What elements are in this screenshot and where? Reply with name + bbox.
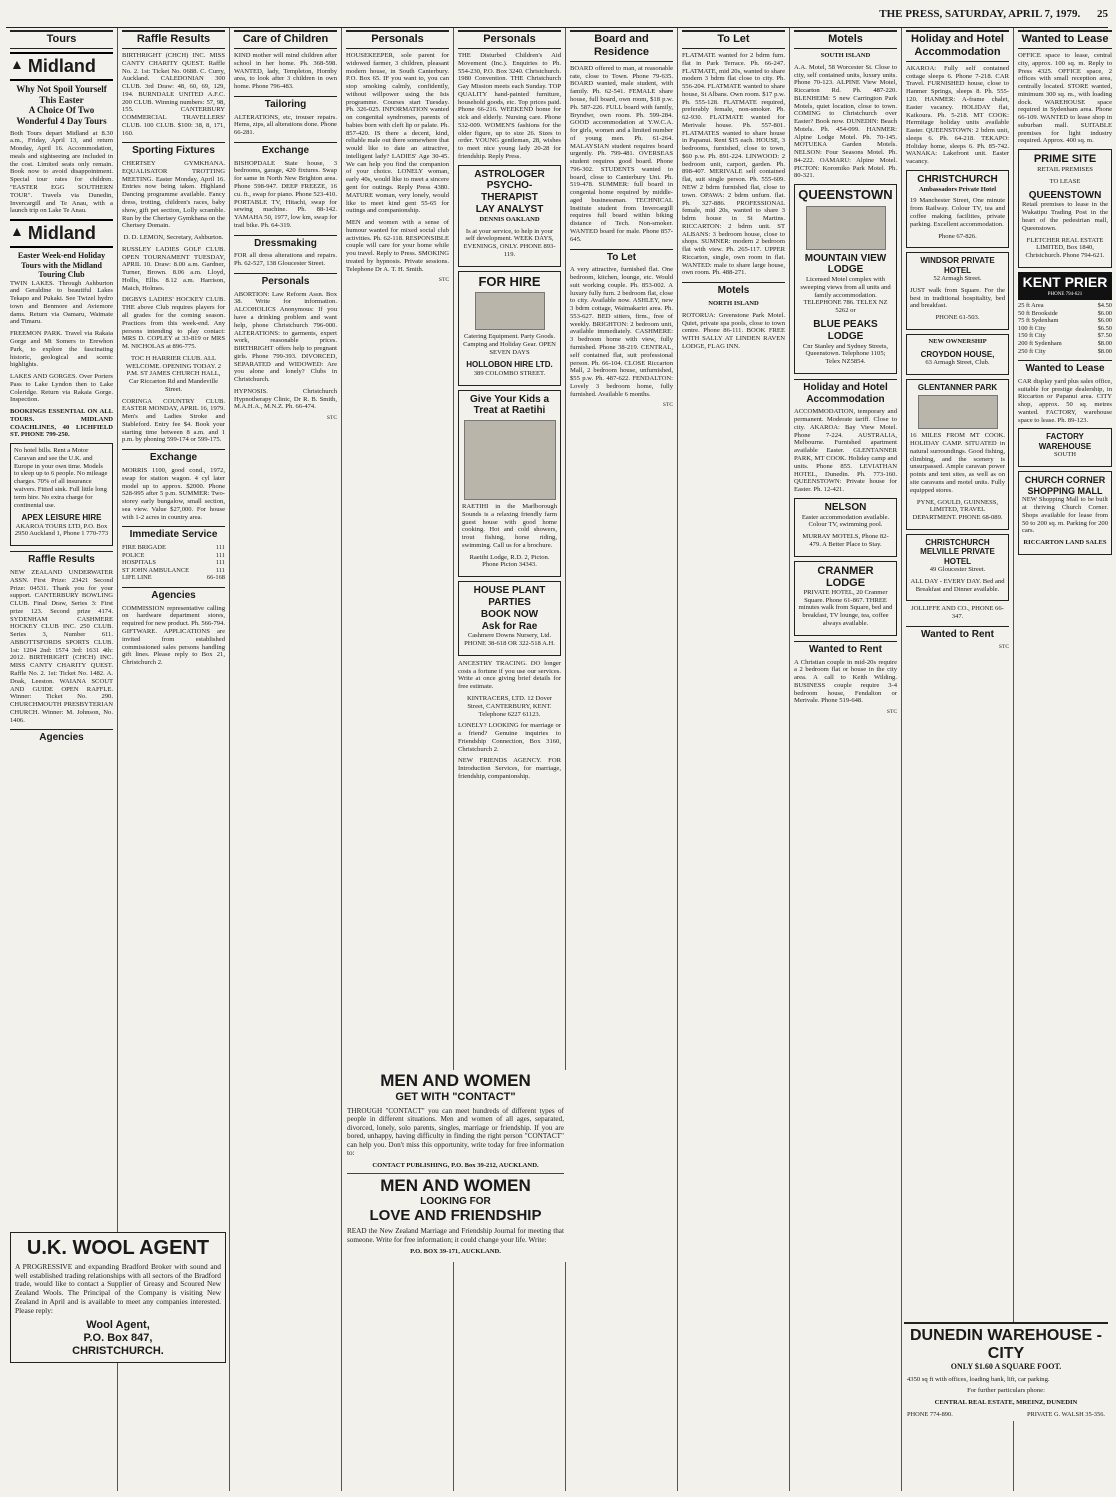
personals-list: THE Disturbed Children's Aid Movement (Inc.). Enquiries to Ph. 554-230, P.O. Box 3240. Christchurch. 1980 Convention. THE Christchurch Gay Mission meets each Sunday. TOP QUALITY hand-painted furniture, household goods, etc. Top prices paid. Phone 66-216. WEEKEND home for sick and elderly. Nursing care. Phone 532-009. WOMEN'S fashions for the older figure, up to size 26. Sizes to order. YOUNG gentleman, 28, wishes to meet nice young lady 20-28 for friendship. Reply Press. xyxy=(458,51,561,160)
table-row: HOSPITALS 111 xyxy=(122,559,225,567)
tour-freemon-park: FREEMON PARK. Travel via Rakaia Gorge and Mt Somers to Erewhon Park, to explore the fascinating historic, geological and scenic highlights. xyxy=(10,330,113,369)
table-row: FIRE BRIGADE 111 xyxy=(122,544,225,552)
table-row: POLICE 111 xyxy=(122,551,225,559)
ambassadors-name: Ambassadors Private Hotel xyxy=(918,185,997,193)
factory-ad xyxy=(1018,428,1112,467)
holiday-list: AKAROA: Fully self contained cottage sleeps 6. Phone 7-218. CAR Travel. FURNISHED house, close to Hanmer Springs, sleeps 8. Ph. 555-120. HANMER: A-frame chalet, Easter vacancy. HOLIDAY flat, Kaikoura. Ph. 5-218. MT COOK: Hermitage holiday units available Easter. QUEENSTOWN: 2 bdrm unit, sleeps 6. Ph. 64-218. TEKAPO: Holiday home, sleeps 6. Ph. 85-742. WANAKA: Lakefront unit. Easter vacancy. xyxy=(906,64,1009,166)
melville-body: ALL DAY - EVERY DAY. Bed and Breakfast and Dinner available. xyxy=(910,577,1005,593)
immediate-service-table xyxy=(122,544,225,582)
raffle-list: BIRTHRIGHT (CHCH) INC. MISS CANTY CHARITY QUEST. Raffle No. 2. 1st: Ticket No. 0688. C. Curry, Auckland. CALEDONIAN 300 CLUB. 3rd Draw: 48, 60, 69, 129, 194. BURNDALE UNITED A.F.C. 200 CLUB. Winning numbers: 57, 98, 155. CANTERBURY COMMERCIAL TRAVELLERS' CLUB. 100 CLUB. $100: 38, 8, 171, 160. xyxy=(122,51,225,137)
agencies-list: COMMISSION representative calling on hardware department stores, required for new product. Ph. 566-794. GIFTWARE. APPLICATIONS are invited from established commissioned sales persons handling gift lines. Please reply to Box 21, Christchurch 2. xyxy=(122,604,225,667)
motels-sub: SOUTH ISLAND xyxy=(820,51,871,59)
table-row: 75 ft Sydenham $6.00 xyxy=(1018,317,1112,325)
raetihi-contact: Raetihi Lodge, R.D. 2, Picton. Phone Picton 34343. xyxy=(469,553,550,569)
windsor-address: 52 Armagh Street. xyxy=(933,275,982,283)
church-title-1: CHURCH CORNER xyxy=(1024,475,1106,486)
kent-prier-logo: KENT PRIER xyxy=(1018,272,1112,293)
ad-ref: STC xyxy=(326,415,337,422)
cranmer-title: CRANMER LODGE xyxy=(817,564,874,589)
prime-site-ad xyxy=(1018,149,1112,268)
nelson-body: Easter accommodation available. Colour TV, swimming pool. xyxy=(801,513,890,529)
masthead-paper: THE PRESS, SATURDAY, APRIL 7, 1979. xyxy=(879,8,1081,20)
tour-ad-body: Both Tours depart Midland at 8.30 a.m., Friday, April 13, and return Monday, April 16. Accommodation, meals and sightseeing are included in the cost. Limited seats only remain. Book now to avoid disappointment. Special tour rates for children. "EASTER EGG SOUTHERN TOUR". Travels via Dunedin, Invercargill and Te Anau, with a launch trip on Lake Te Anau. xyxy=(10,129,113,215)
windsor-body: JUST walk from Square. For the best in traditional hospitality, bed and breakfast. xyxy=(910,286,1005,310)
column-care-of-children xyxy=(230,28,342,1491)
croydon-address: 63 Armagh Street, Club. xyxy=(925,359,990,367)
dunedin-title-2: CITY xyxy=(987,1344,1025,1362)
love-contact: P.O. BOX 39-171, AUCKLAND. xyxy=(410,1248,501,1256)
section-header-personals: Personals xyxy=(234,273,337,288)
ambassadors-body: 19 Manchester Street, One minute from Railway. Colour TV, tea and coffee making facilities, private parking. Excellent accommodation. xyxy=(910,197,1005,228)
fletcher-contact: FLETCHER REAL ESTATE LIMITED, Box 1840, Christchurch. Phone 794-621. xyxy=(1025,236,1105,260)
column-motels xyxy=(790,28,902,1491)
glentanner-contact: PYNE, GOULD, GUINNESS, LIMITED, TRAVEL DEPARTMENT. PHONE 68-089. xyxy=(912,498,1003,522)
board-list: BOARD offered to man, at reasonable rate, close to Town. Phone 79-635. BOARD wanted, male student, with family. Ph. 62-541. FEMALE share house, full board, own room, $18 p.w. Ph. 587-226. FULL board with family, Bryndwr, own room. Ph. 599-284. GOOD accommodation at Y.W.C.A. for girls, women and a limited number of young men. Ph. 61-264. MALAYSIAN student requires board urgently. Ph. 799-481. OVERSEAS student requires good board. Phone 796-302. STUDENTS wanted to board, close to Canterbury Uni. Ph. 519-478. SUMMER: full board in congenial home required by middle-aged businessman. TECHNICAL Institute student from Invercargill requires full board within biking distance of Tech. Non-smoker. WANTED board for male. Phone 857-645. xyxy=(570,64,673,243)
dunedin-title-1: DUNEDIN WAREHOUSE - xyxy=(909,1327,1102,1344)
tailoring-list: ALTERATIONS, etc, trouser repairs. Hems, zips, all alterations done. Phone 66-281. xyxy=(234,113,337,137)
midland-logo xyxy=(10,52,113,81)
contact-men-women-ad xyxy=(343,1070,568,1262)
tour-lakes-gorges: LAKES AND GORGES. Over Porters Pass to Lake Lyndon then to Lake Coleridge. Return via Rakaia Gorge. Inspection. xyxy=(10,373,113,404)
section-header-wanted-rent: Wanted to Rent xyxy=(906,626,1009,641)
glentanner-title-1: GLENTANNER PARK xyxy=(917,382,998,392)
love-subtitle-2: LOVE AND FRIENDSHIP xyxy=(369,1206,542,1224)
table-row: ST JOHN AMBULANCE 111 xyxy=(122,566,225,574)
ad-ref: STC xyxy=(662,402,673,409)
queenstown-title: QUEENSTOWN xyxy=(798,187,893,203)
astrologer-title-1: ASTROLOGER xyxy=(474,168,545,180)
motels-north-sub: NORTH ISLAND xyxy=(708,299,759,307)
section-header-sporting: Sporting Fixtures xyxy=(122,142,225,157)
wool-agent-contact-3: CHRISTCHURCH. xyxy=(72,1345,164,1358)
table-row: LIFE LINE 66-168 xyxy=(122,574,225,582)
blue-peaks-body: Cnr Stanley and Sydney Streets, Queenstown. Telephone 1105; Telex NZ5854. xyxy=(802,342,889,366)
midland-wordmark: Midland xyxy=(27,55,96,76)
sporting-contact: D. D. LEMON, Secretary, Ashburton. xyxy=(123,234,224,242)
exchange-list: MORRIS 1100, good cond., 1972, swap for station wagon. 4 cyl later model up to approx. $2000. Phone 528-995 after 5 p.m. SUMMER: Two-storey early bungalow, small section, sea view. Value $27,000. For house with 1-2 acres in country area. xyxy=(122,467,225,521)
nelson-title: NELSON xyxy=(824,501,867,513)
plants-body: Cashmere Downs Nursery, Ltd. PHONE 38-618 OR 322-518 A.H. xyxy=(464,632,555,648)
wool-agent-title: U.K. WOOL AGENT xyxy=(26,1237,210,1259)
section-header-agencies: Agencies xyxy=(10,729,113,744)
table-row: 150 ft City $7.50 xyxy=(1018,332,1112,340)
wanted-lease-list-2: CAR display yard plus sales office, suitable for prestige dealership, in Riccarton or Papanui area. CITY shop, approx. 50 sq. metres wanted. FACTORY, warehouse space to lease. Ph. 89-123. xyxy=(1018,377,1112,424)
jolliffe-ad: JOLLIFFE AND CO., PHONE 66-347. xyxy=(911,605,1004,621)
raetihi-title: Give Your Kids a Treat at Raetihi xyxy=(469,393,550,417)
sporting-chertsey: CHERTSEY GYMKHANA. EQUALISATOR TROTTING MEETING. Easter Monday, April 16. Entries now being taken. Highland Dancing programme available. Fancy dress, trotting, children's races, baby show, gift pet section, Lolly scramble. Run by the Chertsey Gymkhana on the Chertsey Domain. xyxy=(122,160,225,230)
dunedin-phone-1: PHONE 774-890. xyxy=(907,1410,953,1418)
ad-ref: STC xyxy=(998,643,1009,650)
windsor-phone: PHONE 61-503. xyxy=(935,314,980,322)
divider xyxy=(347,1173,564,1174)
exchange-list: BISHOPDALE State house, 3 bedrooms, garage, 420 fixtures. Swap for same in North New Brighton area. Phone 598-947. DEEP FREEZE, 16 cu. ft., swap for piano. Phone 523-410. PORTABLE TV, Hitachi, swap for sewing machine. Ph. 88-142. YAMAHA 50, 1977, low km, swap for trail bike. Ph. 64-319. xyxy=(234,159,337,229)
section-header-to-let: To Let xyxy=(570,249,673,264)
harrier-club: TOC H HARRIER CLUB. ALL WELCOME. OPENING TODAY. 2 P.M. ST JAMES CHURCH HALL, Car Riccarton Rd and Mandeville Street. xyxy=(125,354,222,393)
wool-agent-contact-2: P.O. Box 847, xyxy=(83,1332,153,1345)
astrologer-body: Is at your service, to help in your self development. WEEK DAYS, EVENINGS, ONLY. PHONE 893-119. xyxy=(463,227,556,258)
personals-list-2: MEN and women with a sense of humour wanted for mixed social club activities. Ph. 62-118. RESPONSIBLE couple will care for your home while you travel. Reply to Press. SMOKING treated by hypnosis. Private sessions. Telephone Dr A. T. H. Smith. xyxy=(346,219,449,273)
golf-tournament: RUSSLEY LADIES GOLF CLUB. OPEN TOURNAMENT TUESDAY, APRIL 10. Draw: 8.00 a.m. Gardner, Turner, Brown. 8.06 a.m. Lloyd, Hollis, Ellis. 8.12 a.m. Harrison, Maich, Holmes. xyxy=(122,245,225,292)
glentanner-ad xyxy=(906,379,1009,530)
raetihi-ad xyxy=(458,390,561,578)
dunedin-warehouse-ad xyxy=(904,1322,1108,1421)
love-subtitle-1: LOOKING FOR xyxy=(420,1196,491,1208)
section-header-tours: Tours xyxy=(10,30,113,49)
mountain-view-1: MOUNTAIN VIEW xyxy=(804,252,887,264)
mountain-body: Licensed Motel complex with sweeping views from all units and family accommodation. TELEPHONE 786. TELEX NZ 5262 or xyxy=(800,276,891,315)
section-header-to-let: To Let xyxy=(682,30,785,49)
wool-agent-contact-1: Wool Agent, xyxy=(86,1319,150,1332)
section-header-wanted-lease-2: Wanted to Lease xyxy=(1018,360,1112,375)
christchurch-title: CHRISTCHURCH xyxy=(917,173,998,185)
raetihi-body: RAETIHI in the Marlborough Sounds is a relaxing friendly farm guest house with good home cooking. Hot and cold showers, trout fishing, horse riding, swimming. Call us for a brochure. xyxy=(462,503,557,549)
table-row: 50 ft Brookside $6.00 xyxy=(1018,309,1112,317)
for-hire-title: FOR HIRE xyxy=(478,273,541,289)
motels-list: A.A. Motel, 58 Worcester St. Close to city, self contained units, luxury units. Phone 70-123. ALPINE View Motel, Riccarton Rd. Ph. 487-220. BLENHEIM: 5 new Carrington Park Motels, quiet location, close to town. COMING to Christchurch over Easter? Book now. DUNEDIN: Beach Motels. Ph. 454-099. HANMER: Alpine Lodge Motel. Ph. 70-145. MOTUEKA Garden Motels. NELSON: Four Seasons Motel. Ph. 84-222. OAMARU: Alpine Motel. PICTON: Koromiko Park Motel. Ph. 80-321. xyxy=(794,63,897,180)
column-to-let xyxy=(678,28,790,1491)
wool-agent-ad xyxy=(10,1232,226,1363)
section-header-agencies-2: Agencies xyxy=(122,587,225,602)
wanted-rent-list: A Christian couple in mid-20s require a 2 bedroom flat or house in the city area. A call to Keith Wilding. BUSINESS couple require 3-4 bedroom house, Fendalton or Merivale. Phone 519-648. xyxy=(794,658,897,705)
section-header-tailoring: Tailoring xyxy=(234,96,337,111)
mountain-lodge-image xyxy=(806,206,886,250)
section-header-care-of-children: Care of Children xyxy=(234,30,337,49)
wool-agent-body: A PROGRESSIVE and expanding Bradford Broker with sound and well established trading relationships with all sectors of the Bradford trade, would like to contact a Supplier of Greasy and Scoured New Zealand Wools. The Principal of the Company is visiting New Zealand in April and is available to meet any companies interested. Please reply: xyxy=(15,1262,221,1315)
riccarton-land-sales: RICCARTON LAND SALES xyxy=(1023,539,1107,547)
astrologer-title-4: LAY ANALYST xyxy=(475,204,544,216)
tour-twin-lakes: TWIN LAKES. Through Ashburton and Geraldine to beautiful Lakes Tekapo and Pukaki. See Twizel hydro town and Benmore and Aviemore dams. Return via Oamaru, Waimate and Timaru. xyxy=(10,279,113,326)
section-header-wanted-rent: Wanted to Rent xyxy=(794,641,897,656)
midland-emblem-icon: ▲ xyxy=(10,58,24,74)
to-let-list: A very attractive, furnished flat. One bedroom, kitchen, lounge, etc. Would suit working couple. Ph. 853-002. A luxury fully furn. 2 bedroom flat, close to city. Available now. ASHLEY, new 3 bdrm cottage, Waimakariri area. Ph. 553-627. BED sitters, firm., free of weekly. BRIGHTON: 2 bedroom unit, available immediately. CASHMERE: 3 bedroom home with view, fully furnished. Phone 38-219. CENTRAL, self contained flat, suit professional person. Ph. 66-104. CLOSE Riccarton Mall, 2 bedroom house, unfurnished, $55 p.w. Ph. 487-622. FENDALTON: Lovely 3 bedroom home, fully furnished. Available 6 months. xyxy=(570,266,673,398)
prime-site-body: Retail premises to lease in the Wakatipu Trading Post in the heart of the pedestrian mall, Queenstown. xyxy=(1022,201,1108,232)
croydon-ad xyxy=(906,334,1009,375)
midland-emblem-icon: ▲ xyxy=(10,225,24,241)
ad-ref: STC xyxy=(438,277,449,284)
glentanner-body: 16 MILES FROM MT COOK. HOLIDAY CAMP. SITUATED in natural surroundings. Good fishing, climbing, and the scenery is unsurpassed. Ample caravan power points and tent sites, as well as on site caravans and motel units. Fully equipped stores. xyxy=(910,432,1005,494)
men-women-title: MEN AND WOMEN xyxy=(380,1071,531,1090)
plants-line-2: PARTIES xyxy=(488,597,531,609)
love-body: READ the New Zealand Marriage and Friendship Journal for meeting that someone. Write for free information; it could change your life. Write: xyxy=(347,1227,564,1244)
dunedin-phones xyxy=(907,1411,1105,1419)
nelson-ad xyxy=(794,498,897,557)
blue-peaks-title: BLUE PEAKS LODGE xyxy=(813,318,878,342)
men-women-contact: CONTACT PUBLISHING, P.O. Box 39-212, AUCKLAND. xyxy=(372,1161,539,1169)
section-header-wanted-lease: Wanted to Lease xyxy=(1018,30,1112,49)
prime-site-line-3: TO LEASE xyxy=(1049,177,1081,185)
love-title: MEN AND WOMEN xyxy=(380,1176,531,1196)
church-title-2: SHOPPING MALL xyxy=(1027,485,1103,496)
astrologer-ad xyxy=(458,165,561,267)
plants-line-3: BOOK NOW xyxy=(480,608,539,620)
tour-intro-3: Easter Week-end Holiday Tours with the Midland Touring Club xyxy=(17,251,106,280)
column-board-residence xyxy=(566,28,678,1491)
midland-logo-2 xyxy=(10,219,113,248)
men-women-body: THROUGH "CONTACT" you can meet hundreds of different types of people in different situations. Men and women of all ages, separated, divorced, lonely, solo parents, singles, marriage or friendship. If you are bored, unhappy, having difficulty in finding the right person "CONTACT" can help you. Don't miss this opportunity, write today for free information to: xyxy=(347,1106,564,1158)
raetihi-photo xyxy=(464,420,556,500)
croydon-title: CROYDON HOUSE, xyxy=(920,349,995,359)
section-header-raffle-results: Raffle Results xyxy=(122,30,225,49)
coringa-club: CORINGA COUNTRY CLUB. EASTER MONDAY, APRIL 16, 1979. Men's and Ladies Stroke and Stableford. Entry fee $4. Book your starting time between 8 a.m. and 1 p.m. by phoning 599-174 or 599-175. xyxy=(122,397,225,444)
midland-wordmark: Midland xyxy=(27,223,96,244)
raffle-results: NEW ZEALAND UNDERWATER ASSN. First Prize: 23421 Second Prize: 04531. Thank you for your support. CANTERBURY BOWLING CLUB. Final Draw, Series 3: First prize 123. Second prize 4174. SYDENHAM CASHMERE HOCKEY CLUB INC. 250 CLUB. Series 3, Number 611. ABBOTTSFORDS SPORTS CLUB. 1st: 1204 2nd: 1574 3rd: 1631 4th: 2012. BIRTHRIGHT (CHCH) INC. MISS CANTY CHARITY QUEST. Raffle No. 2. 1st: Ticket No. 1482. A. Doak, Leeston. WAIANA SCOUT AND GUIDE OPEN RAFFLE. Winner: Ticket No. 290. CHURCHMOUTH PRESBYTERIAN CHURCH. Winner: M. Johnson, No. 1406. xyxy=(10,569,113,724)
column-personals xyxy=(342,28,454,1491)
house-plant-ad xyxy=(458,581,561,656)
apex-leisure-ad xyxy=(10,443,113,546)
ownership-label: NEW OWNERSHIP xyxy=(928,337,987,345)
section-header-exchange: Exchange xyxy=(122,449,225,464)
windsor-ad xyxy=(906,252,1009,330)
plants-line-4: Ask for Rae xyxy=(481,620,538,632)
astrologer-title-2: PSYCHO- xyxy=(486,180,533,192)
section-header-holiday-hotel: Holiday and Hotel Accommodation xyxy=(906,30,1009,62)
section-header-personals: Personals xyxy=(346,30,449,49)
dunedin-contact: For further particulars phone: xyxy=(967,1387,1045,1395)
masthead-title xyxy=(879,8,1108,21)
for-hire-body: Catering Equipment. Party Goods. Camping and Holiday Gear. OPEN SEVEN DAYS xyxy=(463,333,556,356)
to-let-list: FLATMATE wanted for 2 bdrm furn. flat in Park Terrace. Ph. 66-247. FLATMATE, mid 20s, wanted to share modern 3 bdrm flat close to city. Ph. 556-204. FLATMATE wanted to share house, St Albans. Own room. $17 p.w. Ph. 555-128. FLATMATE required, preferably female, non-smoker. Ph. 62-930. FLATMATE wanted for Merivale house. Ph. 557-801. FLATMATES wanted to share house in Papanui. Rent $15 each. HOUSE, 3 bedrooms, furnished, close to town, $60 p.w. Ph. 891-224. LINWOOD: 2 bedroom unit, carport, garden. Ph. 898-407. MERIVALE self contained flat, suit single person. Ph. 555-609. NEW 2 bdrm furnished flat, close to town. OPAWA: 2 bdrm unfurn. flat. Ph. 327-886. PROFESSIONAL female, mid 20s, wanted to share 3 bdrm house in St Martins. RICCARTON: 2 bdrm unit. ST ALBANS: 3 bedroom house, close to shops. SUMNER: modern 2 bedroom flat with view. Ph. 265-117. UPPER Riccarton, single, own room in flat. WANTED: male to share large house, own room. Ph. 488-271. xyxy=(682,51,785,277)
prime-site-line-2: RETAIL PREMISES xyxy=(1037,166,1093,174)
dressmaking-list: FOR all dress alterations and repairs. Ph. 62-527, 138 Gloucester Street. xyxy=(234,252,337,268)
ambassadors-phone: Phone 67-826. xyxy=(938,232,977,240)
care-list: KIND mother will mind children after school in her home. Ph. 368-598. WANTED, lady, Templeton, Hornby area, to look after 3 children in own home. Phone 796-483. xyxy=(234,51,337,91)
section-header-immediate-service: Immediate Service xyxy=(122,526,225,541)
wanted-lease-list: OFFICE space to lease, central city, approx. 100 sq. m. Reply to Press 4325. OFFICE space, 2 offices with small reception area, centrally located. STORE wanted, minimum 300 sq. m., with loading dock. WAREHOUSE space required in Sydenham area. Phone 66-109. WANTED to lease shop in suburban mall. SUITABLE premises for light industry required. Approx. 400 sq. m. xyxy=(1018,51,1112,145)
queenstown-ad xyxy=(794,184,897,374)
cranmer-ad xyxy=(794,561,897,636)
section-header-board-residence: Board and Residence xyxy=(570,30,673,62)
hypnosis-ad: HYPNOSIS. Christchurch Hypnotherapy Clinic, Dr R. B. Smith, M.A.H.A., M.N.Z. Ph. 66-474. xyxy=(234,387,337,411)
hockey-club: DIGBYS LADIES' HOCKEY CLUB. THE above Club requires players for all grades for the coming season. Practices from this week-end. Any persons intending to play contact: MRS D. COPLEY at 33-819 or MRS M. NICHOLAS at 896-775. xyxy=(122,296,225,351)
section-header-raffle: Raffle Results xyxy=(10,551,113,566)
dunedin-agent: CENTRAL REAL ESTATE, MREINZ, DUNEDIN xyxy=(934,1399,1078,1407)
for-hire-ad xyxy=(458,271,561,386)
section-header-holiday: Holiday and Hotel Accommodation xyxy=(794,379,897,406)
lonely-ad: LONELY? LOOKING for marriage or a friend? Genuine inquiries to Friendship Connection, Box 3160, Christchurch 2. xyxy=(458,722,561,753)
astrologer-name: DENNIS OAKLAND xyxy=(479,215,540,223)
church-corner-ad xyxy=(1018,471,1112,555)
prime-site-queenstown: QUEENSTOWN xyxy=(1028,189,1102,201)
apex-body: No hotel bills. Rent a Motor Caravan and see the U.K. and Europe in your own time. Models to sleep up to 6 people. No mileage charges. 70% of all insurance waivers. Fitted sink. Full little long term hire. No extra charge for continental use. xyxy=(14,447,108,509)
ambassadors-ad xyxy=(906,170,1009,248)
apex-title: APEX LEISURE HIRE xyxy=(21,513,102,523)
holiday-list: ACCOMMODATION, temporary and permanent. Moderate tariff. Close to city. AKAROA: Bay View Motel. Phone 7-224. AUSTRALIA, Melbourne. Furnished apartment available Easter. GLENTANNER PARK, MT COOK. Holiday camp and units. Phone 855. LEVIATHAN HOTEL, Dunedin. Ph. 773-160. QUEENSTOWN: Private house for Easter. Ph. 12-421. xyxy=(794,408,897,494)
dunedin-body: 4350 sq ft with offices, loading bank, lift, car parking. xyxy=(907,1375,1050,1383)
section-header-personals: Personals xyxy=(458,30,561,49)
section-header-motels-north: Motels xyxy=(682,282,785,297)
column-personals-2 xyxy=(454,28,566,1491)
table-row: 200 ft Sydenham $8.00 xyxy=(1018,339,1112,347)
cranmer-body: PRIVATE HOTEL, 20 Cranmer Square. Phone 61-867. THREE minutes walk from Square, bed and breakfast, TV lounge, tea, coffee always available. xyxy=(798,588,893,627)
tour-intro-2: A Choice Of Two Wonderful 4 Day Tours xyxy=(16,105,107,127)
section-header-exchange: Exchange xyxy=(234,142,337,157)
plants-line-1: HOUSE PLANT xyxy=(473,585,546,597)
tour-intro-1: Why Not Spoil Yourself This Easter xyxy=(16,84,107,105)
motels-north-list: ROTORUA: Greenstone Park Motel. Quiet, private spa pools, close to town centre. Phone 86-111. BOOK FREE WITH SALLY AT LINDEN RAVEN LODGE, FLAG INN. xyxy=(682,311,785,350)
melville-title: CHRISTCHURCH MELVILLE PRIVATE HOTEL xyxy=(920,537,995,566)
table-row: 25 ft Area $4.50 xyxy=(1018,302,1112,310)
apex-contact: AKAROA TOURS LTD, P.O. Box 2950 Auckland 1, Phone 1 770-773 xyxy=(14,522,109,538)
masthead xyxy=(6,6,1108,28)
for-hire-company: HOLLOBON HIRE LTD. xyxy=(466,360,553,370)
personals-list: ABORTION: Law Reform Assn. Box 38. Write for information. ALCOHOLICS Anonymous: If you have a drinking problem and want help, phone Christchurch 796-000. ALTERATIONS: to garments, expert work, reasonable prices. BIRTHRIGHT offers help to pregnant girls. Phone 799-393. DIVORCED, SEPARATED and WIDOWED: Are you alone and lonely? Clubs in Christchurch. xyxy=(234,290,337,384)
column-wanted-lease xyxy=(1014,28,1116,1491)
friends-agency-ad: NEW FRIENDS AGENCY. FOR Introduction Services, for marriage, friendship, companionship. xyxy=(458,757,561,780)
melville-address: 49 Gloucester Street. xyxy=(929,566,986,574)
church-body: NEW Shopping Mall to be built at thriving Church Corner. Shops available for lease from 50 to 200 sq. m. Parking for 200 cars. xyxy=(1022,496,1108,535)
dunedin-phone-2: PRIVATE G. WALSH 35-356. xyxy=(1026,1410,1105,1418)
tour-bookings: BOOKINGS ESSENTIAL ON ALL TOURS. MIDLAND COACHLINES, 40 LICHFIELD ST. PHONE 799-250. xyxy=(10,408,113,439)
men-women-subtitle: GET WITH "CONTACT" xyxy=(395,1090,516,1103)
section-header-motels: Motels xyxy=(794,30,897,49)
astrologer-title-3: THERAPIST xyxy=(481,192,538,204)
table-row: 250 ft City $8.00 xyxy=(1018,347,1112,355)
page-number: 25 xyxy=(1097,8,1108,20)
ad-ref: STC xyxy=(886,709,897,716)
factory-sub: SOUTH xyxy=(1054,451,1076,459)
windsor-title: WINDSOR PRIVATE HOTEL xyxy=(920,256,995,275)
table-row: 100 ft City $6.50 xyxy=(1018,324,1112,332)
dunedin-price: ONLY $1.60 A SQUARE FOOT. xyxy=(950,1362,1062,1372)
factory-title: FACTORY WAREHOUSE xyxy=(1038,432,1092,451)
glentanner-image xyxy=(918,395,998,429)
kent-size-table xyxy=(1018,302,1112,355)
ancestry-ad: ANCESTRY TRACING. DO longer costs a fortune if you use our services. Write at once giving brief details for free estimate. xyxy=(458,659,561,691)
melville-ad xyxy=(906,534,1009,602)
prime-site-title: PRIME SITE xyxy=(1033,153,1097,166)
catering-image xyxy=(475,292,545,330)
mountain-view-2: LODGE xyxy=(827,264,864,276)
section-header-dressmaking: Dressmaking xyxy=(234,235,337,250)
kintracers-ad: KINTRACERS, LTD. 12 Dover Street, CANTERBURY, KENT. Telephone 6227 61123. xyxy=(467,695,552,718)
murray-motels: MURRAY MOTELS, Phone 82-479. A Better Place to Stay. xyxy=(802,533,889,548)
for-hire-address: 389 COLOMBO STREET. xyxy=(473,369,546,377)
column-holiday-hotel xyxy=(902,28,1014,1491)
kent-prier-phone: PHONE 794-621 xyxy=(1018,292,1112,300)
personals-list: HOUSEKEEPER, sole parent for widowed farmer, 3 children, pleasant modern house, in South Canterbury. P.O. Box 65. IF you want to, you can stop smoking calmly, confidently, without willpower using the Isis programme. Courses start Tuesday. Ph. 326-025. INFORMATION wanted on congenital syndromes, parents of babies born with cleft lip or palate. Ph. 857-420. IS there a decent, kind, reliable male out there somewhere that would like to date an attractive, intelligent lady? LADIES' Age 30-45. We can help you find the companion of your choice. LONELY woman, early 40s, would like to meet a sincere gent for outings. Reply Press 4380. MATURE woman, very lonely, would like to meet kind gent 55-65 for outings and companionship. xyxy=(346,51,449,215)
